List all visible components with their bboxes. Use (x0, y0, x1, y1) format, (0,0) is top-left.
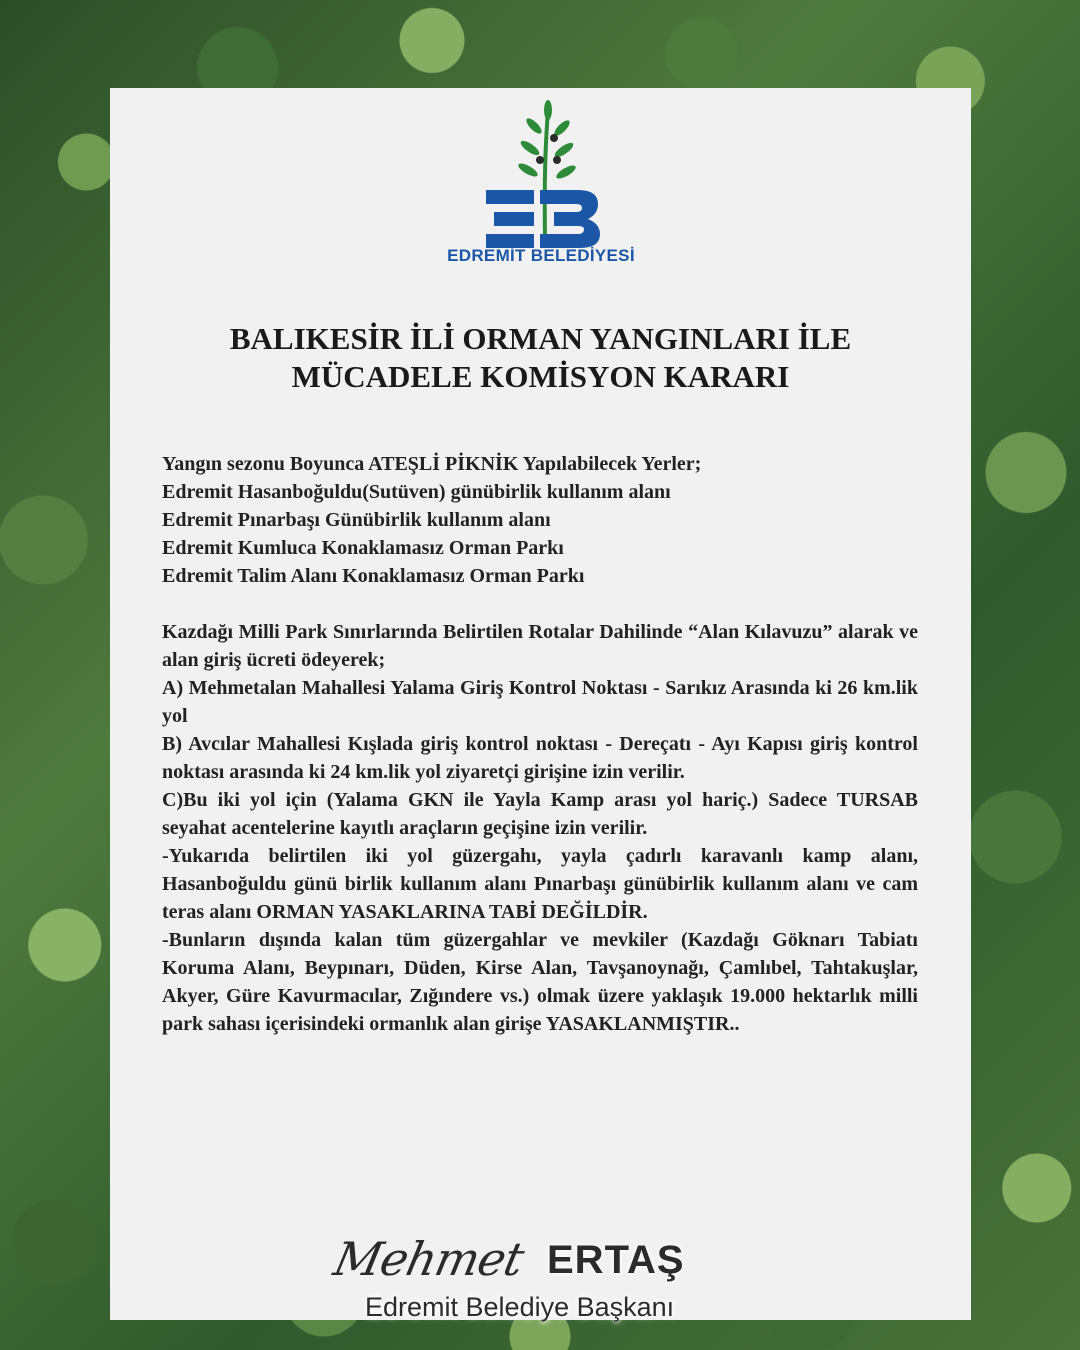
signature-last-name: ERTAŞ (547, 1238, 685, 1282)
title-line-2: MÜCADELE KOMİSYON KARARI (291, 359, 790, 394)
paragraph: B) Avcılar Mahallesi Kışlada giriş kontrol noktası - Dereçatı - Ayı Kapısı giriş kontrol noktası arasında ki 24 km.lik yol ziyaretçi girişine izin verilir. (162, 733, 918, 783)
paragraph: -Yukarıda belirtilen iki yol güzergahı, yayla çadırlı karavanlı kamp alanı, Hasanboğuldu günü birlik kullanım alanı Pınarbaşı günübirlik kullanım alanı ve cam teras alanı ORMAN YASAKLARINA TABİ DEĞİLDİR. (162, 845, 918, 923)
signature-role: Edremit Belediye Başkanı (365, 1292, 675, 1322)
place-item: Edremit Hasanboğuldu(Sutüven) günübirlik kullanım alanı (162, 481, 671, 503)
edremit-belediyesi-logo-icon (482, 98, 604, 268)
signature-block (329, 1232, 755, 1344)
signature-first-name: Mehmet (329, 1232, 529, 1286)
paragraph: Kazdağı Milli Park Sınırlarında Belirtilen Rotalar Dahilinde “Alan Kılavuzu” alarak ve alan giriş ücreti ödeyerek; (162, 621, 918, 671)
title-line-1: BALIKESİR İLİ ORMAN YANGINLARI İLE (229, 321, 852, 356)
page-title (150, 320, 931, 396)
place-item: Edremit Kumluca Konaklamasız Orman Parkı (162, 537, 564, 559)
announcement-card (110, 88, 971, 1320)
place-item: Edremit Talim Alanı Konaklamasız Orman Parkı (162, 565, 585, 587)
place-item: Edremit Pınarbaşı Günübirlik kullanım alanı (162, 509, 551, 531)
paragraph: A) Mehmetalan Mahallesi Yalama Giriş Kontrol Noktası - Sarıkız Arasında ki 26 km.lik yol (162, 677, 918, 727)
announcement-body (162, 450, 918, 1038)
paragraph: -Bunların dışında kalan tüm güzergahlar ve mevkiler (Kazdağı Göknarı Tabiatı Koruma Alanı, Beypınarı, Düden, Kirse Alan, Tavşanoynağı, Çamlıbel, Tahtakuşlar, Akyer, Güre Kavurmacılar, Zığındere vs.) olmak üzere yaklaşık 19.000 hektarlık milli park sahası içerisindeki ormanlık alan girişe YASAKLANMIŞTIR.. (162, 929, 918, 1035)
paragraph: C)Bu iki yol için (Yalama GKN ile Yayla Kamp arası yol hariç.) Sadece TURSAB seyahat acentelerine kayıtlı araçların geçişine izin verilir. (162, 789, 918, 839)
places-heading: Yangın sezonu Boyunca ATEŞLİ PİKNİK Yapılabilecek Yerler; (162, 453, 702, 475)
logo-text: EDREMİT BELEDİYESİ (447, 246, 635, 265)
